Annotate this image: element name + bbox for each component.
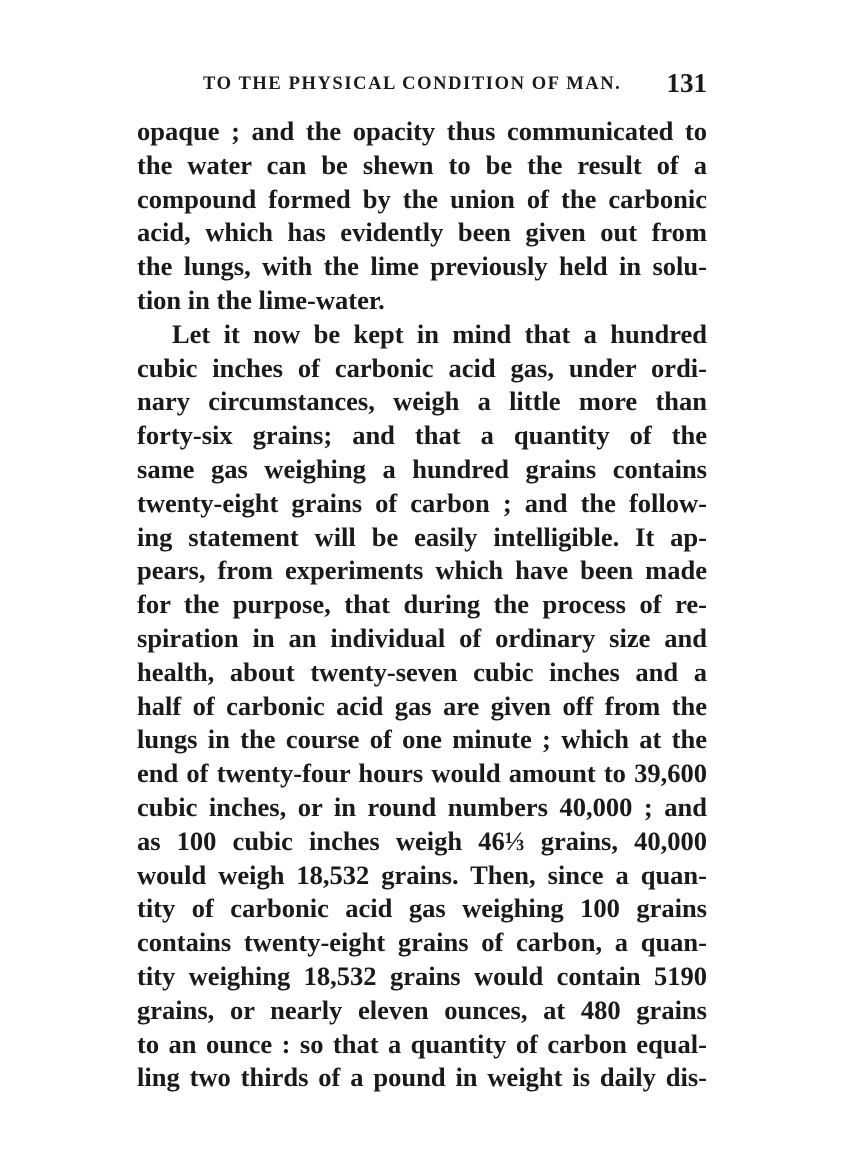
text-line: grains, or nearly eleven ounces, at 480 grains	[137, 994, 707, 1025]
text-line: the water can be shewn to be the result of a	[137, 149, 707, 180]
text-line: contains twenty-eight grains of carbon, a quan-	[137, 927, 707, 958]
text-line: forty-six grains; and that a quantity of the	[137, 420, 707, 451]
running-title: TO THE PHYSICAL CONDITION OF MAN.	[203, 74, 622, 94]
text-line: cubic inches, or in round numbers 40,000 ; and	[137, 791, 707, 822]
text-line: for the purpose, that during the process of re-	[137, 589, 707, 620]
text-line: health, about twenty-seven cubic inches and a	[137, 656, 707, 687]
text-line: the lungs, with the lime previously held in solu-	[137, 251, 707, 282]
text-line: ing statement will be easily intelligible. It ap-	[137, 521, 707, 552]
text-line: tion in the lime-water.	[137, 284, 385, 315]
text-line: as 100 cubic inches weigh 46⅓ grains, 40,000	[137, 825, 707, 856]
text-line: tity weighing 18,532 grains would contain 5190	[137, 960, 707, 991]
text-line: acid, which has evidently been given out from	[137, 217, 707, 248]
text-line: nary circumstances, weigh a little more than	[137, 386, 707, 417]
text-line: ling two thirds of a pound in weight is daily dis-	[137, 1062, 707, 1093]
text-line: opaque ; and the opacity thus communicated to	[137, 116, 707, 146]
text-line: compound formed by the union of the carbonic	[137, 183, 707, 214]
body-text	[137, 115, 707, 1095]
text-line: lungs in the course of one minute ; which at the	[137, 724, 707, 755]
text-line: Let it now be kept in mind that a hundred	[172, 318, 707, 349]
text-line: half of carbonic acid gas are given off from the	[137, 690, 707, 721]
running-head	[203, 68, 713, 108]
text-line: pears, from experiments which have been made	[137, 555, 707, 586]
text-line: tity of carbonic acid gas weighing 100 grains	[137, 893, 707, 924]
page-number: 131	[666, 68, 707, 98]
text-line: to an ounce : so that a quantity of carbon equal-	[137, 1028, 707, 1059]
text-line: cubic inches of carbonic acid gas, under ordi-	[137, 352, 707, 383]
text-line: spiration in an individual of ordinary size and	[137, 622, 707, 653]
text-line: twenty-eight grains of carbon ; and the follow-	[137, 487, 707, 518]
text-line: would weigh 18,532 grains. Then, since a quan-	[137, 859, 707, 890]
text-line: same gas weighing a hundred grains contains	[137, 453, 707, 484]
text-line: end of twenty-four hours would amount to 39,600	[137, 758, 707, 789]
